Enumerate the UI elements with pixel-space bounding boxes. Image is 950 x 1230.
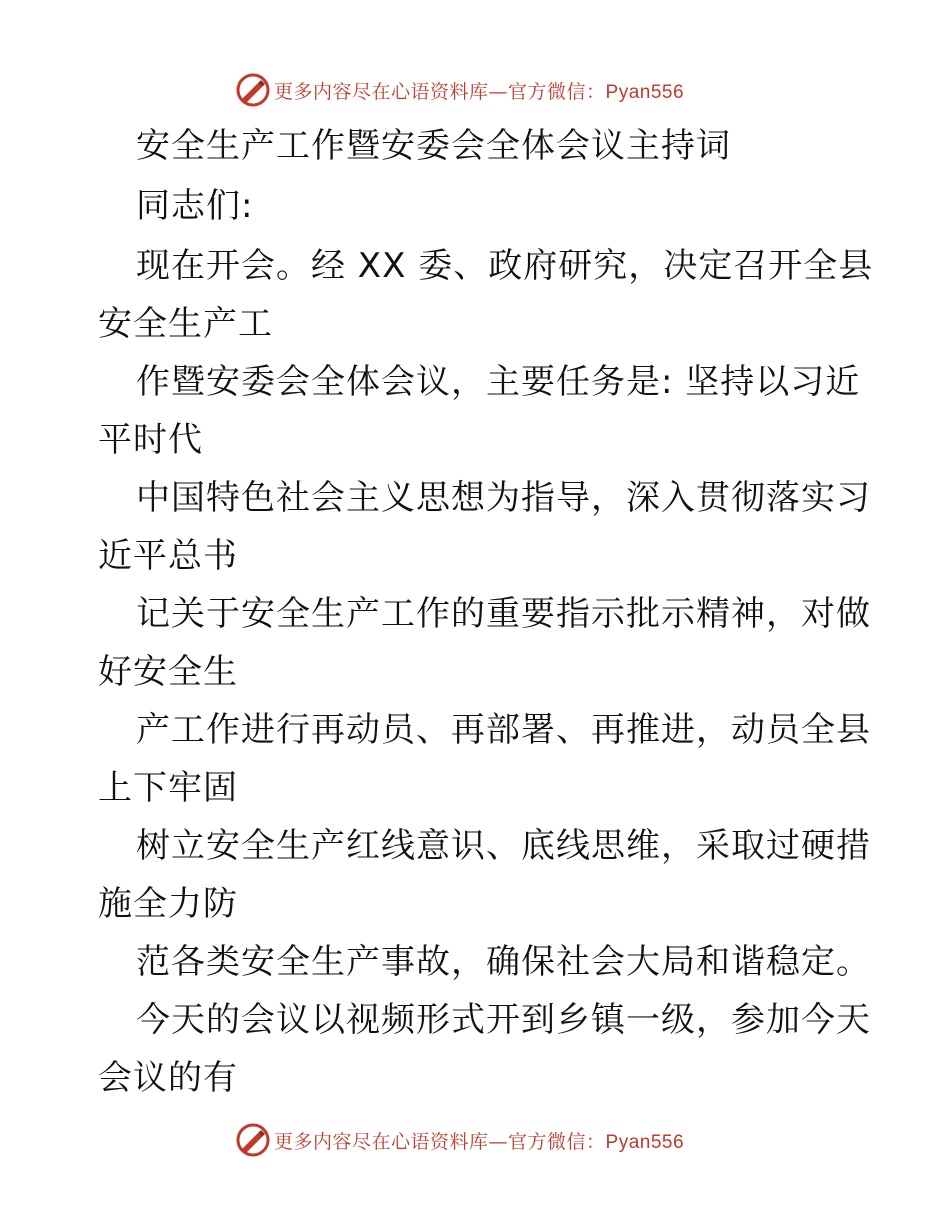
salutation: 同志们: [136,186,254,226]
text-line: 安全生产工 [98,304,273,344]
text-line: 上下牢固 [98,768,238,808]
banner-contact-handle: Pyan556 [605,81,685,103]
text-line: 现在开会。经 XX 委、政府研究，决定召开全县 [136,246,874,286]
text-line: 平时代 [98,420,203,460]
text-line: 范各类安全生产事故，确保社会大局和谐稳定。 [136,942,871,982]
banner-contact-handle: Pyan556 [605,1131,685,1153]
text-line: 好安全生 [98,652,238,692]
text-line: 树立安全生产红线意识、底线思维，采取过硬措 [136,826,871,866]
text-line: 施全力防 [98,884,238,924]
footer-banner [0,1120,950,1160]
pen-logo-icon [236,1123,270,1157]
text-line: 记关于安全生产工作的重要指示批示精神，对做 [136,594,871,634]
text-line: 产工作进行再动员、再部署、再推进，动员全县 [136,710,871,750]
banner-contact-label: 官方微信： [508,80,606,103]
banner-brand-text: 更多内容尽在心语资料库 [274,80,489,103]
text-line: 中国特色社会主义思想为指导，深入贯彻落实习 [136,478,871,518]
document-title: 安全生产工作暨安委会全体会议主持词 [136,126,731,166]
header-banner [0,70,950,110]
pen-logo-icon [236,73,270,107]
banner-contact-label: 官方微信： [508,1130,606,1153]
header-banner-content [236,70,684,110]
banner-separator: — [488,80,509,103]
footer-banner-content [236,1120,684,1160]
text-line: 今天的会议以视频形式开到乡镇一级，参加今天 [136,1000,871,1040]
text-line: 近平总书 [98,536,238,576]
banner-brand-text: 更多内容尽在心语资料库 [274,1130,489,1153]
banner-separator: — [488,1130,509,1153]
text-line: 作暨安委会全体会议，主要任务是: 坚持以习近 [136,362,861,402]
text-line: 会议的有 [98,1058,238,1098]
